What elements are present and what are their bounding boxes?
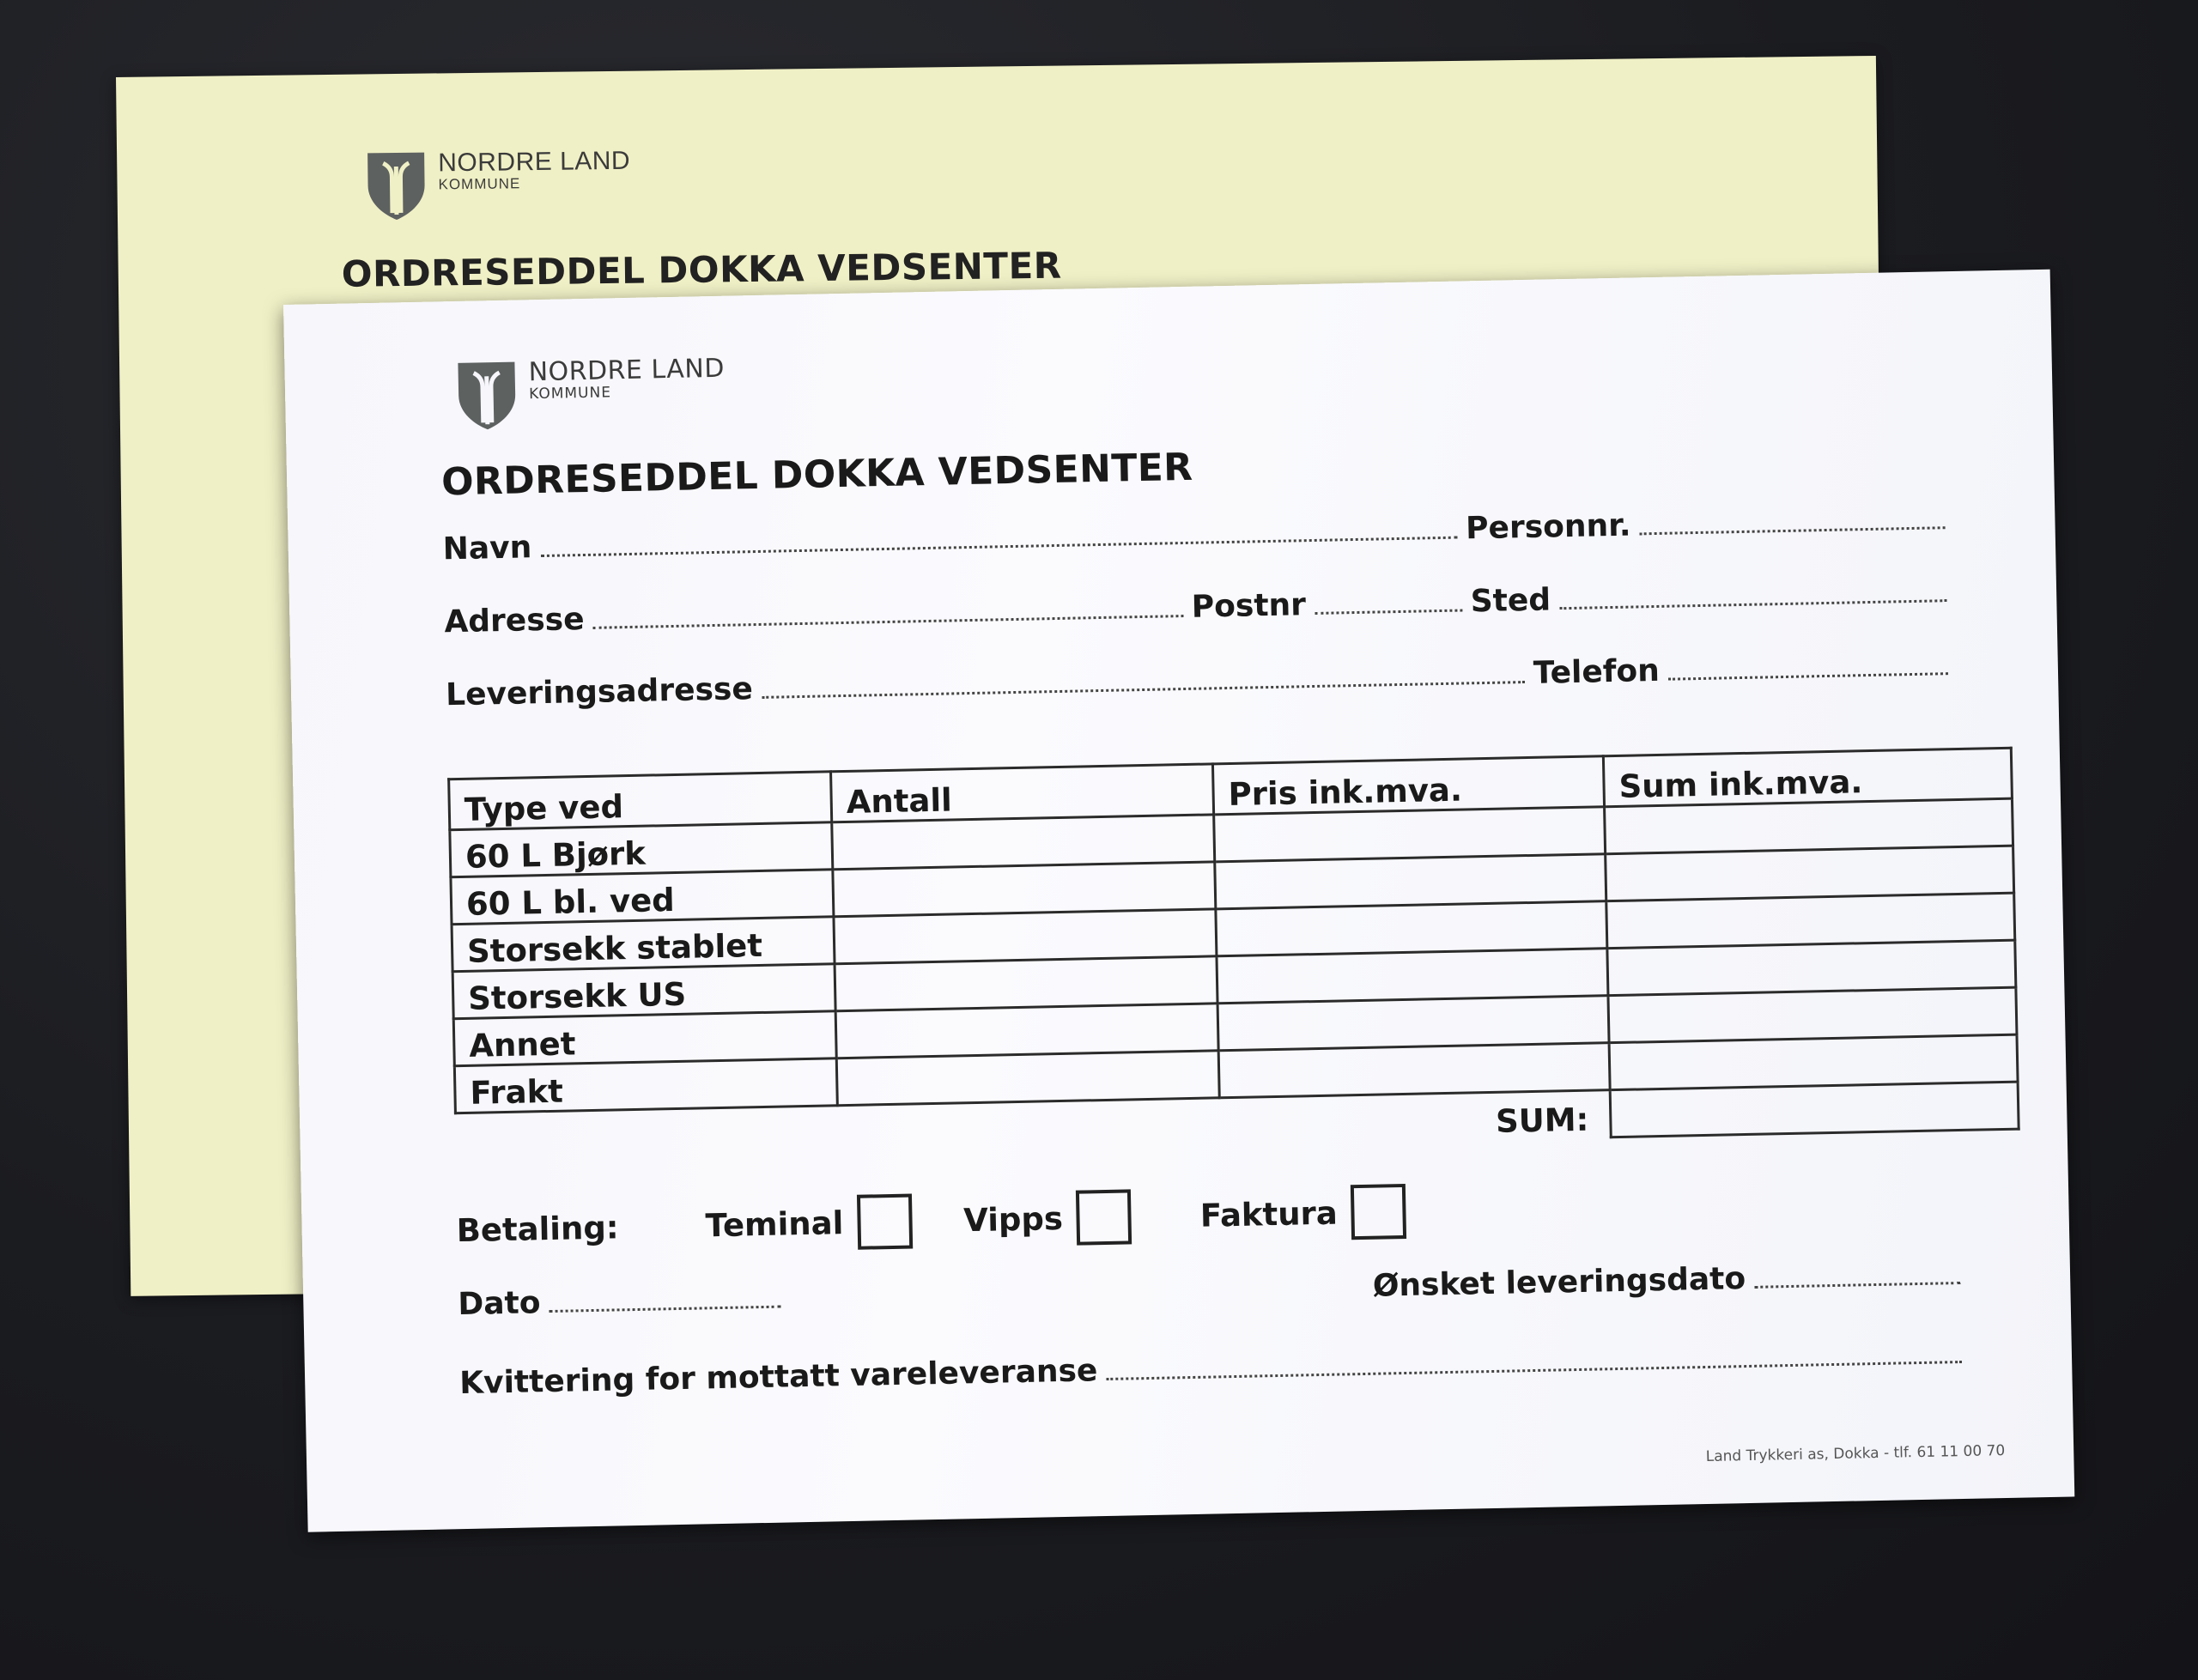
sum-cell[interactable] bbox=[1605, 798, 2013, 854]
onsket-leveringsdato-field[interactable] bbox=[1754, 1282, 1960, 1289]
row-label: 60 L bl. ved bbox=[451, 870, 834, 925]
antall-cell[interactable] bbox=[834, 909, 1217, 964]
antall-cell[interactable] bbox=[833, 862, 1216, 917]
sum-cell[interactable] bbox=[1607, 940, 2016, 996]
pay-option-faktura bbox=[1199, 1184, 1406, 1243]
adresse-field[interactable] bbox=[593, 615, 1183, 629]
kvittering-label: Kvittering for mottatt vareleveranse bbox=[458, 1353, 1098, 1402]
leveringsadresse-field[interactable] bbox=[762, 681, 1525, 699]
ved-table bbox=[447, 747, 2020, 1161]
yellow-title: ORDRESEDDEL DOKKA VEDSENTER bbox=[341, 244, 1062, 295]
sum-cell[interactable] bbox=[1606, 893, 2015, 949]
onsket-leveringsdato-label: Ønsket leveringsdato bbox=[1372, 1261, 1746, 1304]
form-brand: NORDRE LAND bbox=[528, 353, 726, 388]
pris-cell[interactable] bbox=[1217, 949, 1608, 1004]
printer-footer: Land Trykkeri as, Dokka - tlf. 61 11 00 70 bbox=[1705, 1442, 2006, 1466]
dato-label: Dato bbox=[458, 1285, 541, 1323]
pris-cell[interactable] bbox=[1218, 1043, 1610, 1098]
row-label: Storsekk US bbox=[452, 964, 835, 1019]
pris-cell[interactable] bbox=[1216, 901, 1607, 956]
postnr-field[interactable] bbox=[1315, 610, 1462, 615]
pris-cell[interactable] bbox=[1217, 996, 1609, 1051]
header-sum: Sum ink.mva. bbox=[1603, 748, 2012, 807]
form-logo bbox=[456, 353, 726, 432]
kvittering-field[interactable] bbox=[1107, 1361, 1963, 1380]
vipps-label: Vipps bbox=[962, 1199, 1064, 1239]
row-label: 60 L Bjørk bbox=[450, 822, 833, 877]
sum-label: SUM: bbox=[1495, 1101, 1589, 1140]
antall-cell[interactable] bbox=[836, 1051, 1219, 1106]
telefon-field[interactable] bbox=[1668, 672, 1948, 681]
yellow-brand-sub: KOMMUNE bbox=[438, 175, 521, 193]
vipps-checkbox[interactable] bbox=[1076, 1189, 1132, 1245]
leveringsadresse-label: Leveringsadresse bbox=[445, 671, 754, 713]
navn-row bbox=[442, 501, 1953, 567]
yellow-logo bbox=[366, 146, 631, 222]
pay-option-terminal bbox=[705, 1194, 913, 1253]
navn-field[interactable] bbox=[540, 537, 1457, 557]
row-label: Storsekk stablet bbox=[452, 917, 835, 972]
adresse-row bbox=[444, 574, 1955, 640]
shield-logo-icon bbox=[366, 151, 427, 222]
betaling-row bbox=[456, 1184, 1406, 1258]
sum-total-cell[interactable] bbox=[1610, 1082, 2019, 1137]
leveringsadresse-row bbox=[446, 647, 1957, 713]
sum-cell[interactable] bbox=[1608, 987, 2017, 1043]
row-label: Annet bbox=[453, 1011, 836, 1066]
dato-row bbox=[458, 1257, 1969, 1322]
yellow-brand: NORDRE LAND bbox=[438, 146, 631, 178]
pris-cell[interactable] bbox=[1214, 807, 1606, 862]
pris-cell[interactable] bbox=[1215, 854, 1606, 909]
form-title: ORDRESEDDEL DOKKA VEDSENTER bbox=[440, 445, 1193, 505]
form-brand-sub: KOMMUNE bbox=[528, 384, 612, 403]
sum-cell[interactable] bbox=[1609, 1034, 2018, 1090]
navn-label: Navn bbox=[442, 530, 532, 567]
antall-cell[interactable] bbox=[832, 815, 1215, 870]
telefon-label: Telefon bbox=[1533, 652, 1661, 691]
antall-cell[interactable] bbox=[835, 1004, 1218, 1058]
personnr-label: Personnr. bbox=[1465, 507, 1631, 547]
personnr-field[interactable] bbox=[1640, 526, 1946, 535]
antall-cell[interactable] bbox=[835, 956, 1217, 1011]
faktura-checkbox[interactable] bbox=[1351, 1184, 1406, 1240]
postnr-label: Postnr bbox=[1191, 587, 1307, 625]
kvittering-row bbox=[459, 1336, 1970, 1401]
sted-field[interactable] bbox=[1559, 599, 1946, 610]
header-type-ved: Type ved bbox=[449, 772, 832, 830]
terminal-label: Teminal bbox=[705, 1204, 844, 1244]
sum-cell[interactable] bbox=[1606, 846, 2014, 901]
pay-option-vipps bbox=[963, 1189, 1132, 1247]
terminal-checkbox[interactable] bbox=[857, 1194, 913, 1250]
order-form-sheet bbox=[283, 270, 2074, 1532]
sted-label: Sted bbox=[1470, 582, 1551, 620]
header-antall: Antall bbox=[831, 764, 1214, 822]
betaling-label: Betaling: bbox=[456, 1208, 620, 1249]
faktura-label: Faktura bbox=[1199, 1194, 1339, 1234]
shield-logo-icon bbox=[456, 361, 518, 432]
adresse-label: Adresse bbox=[444, 602, 585, 640]
row-label: Frakt bbox=[454, 1058, 837, 1113]
dato-field[interactable] bbox=[550, 1306, 781, 1313]
header-pris: Pris ink.mva. bbox=[1212, 756, 1604, 815]
